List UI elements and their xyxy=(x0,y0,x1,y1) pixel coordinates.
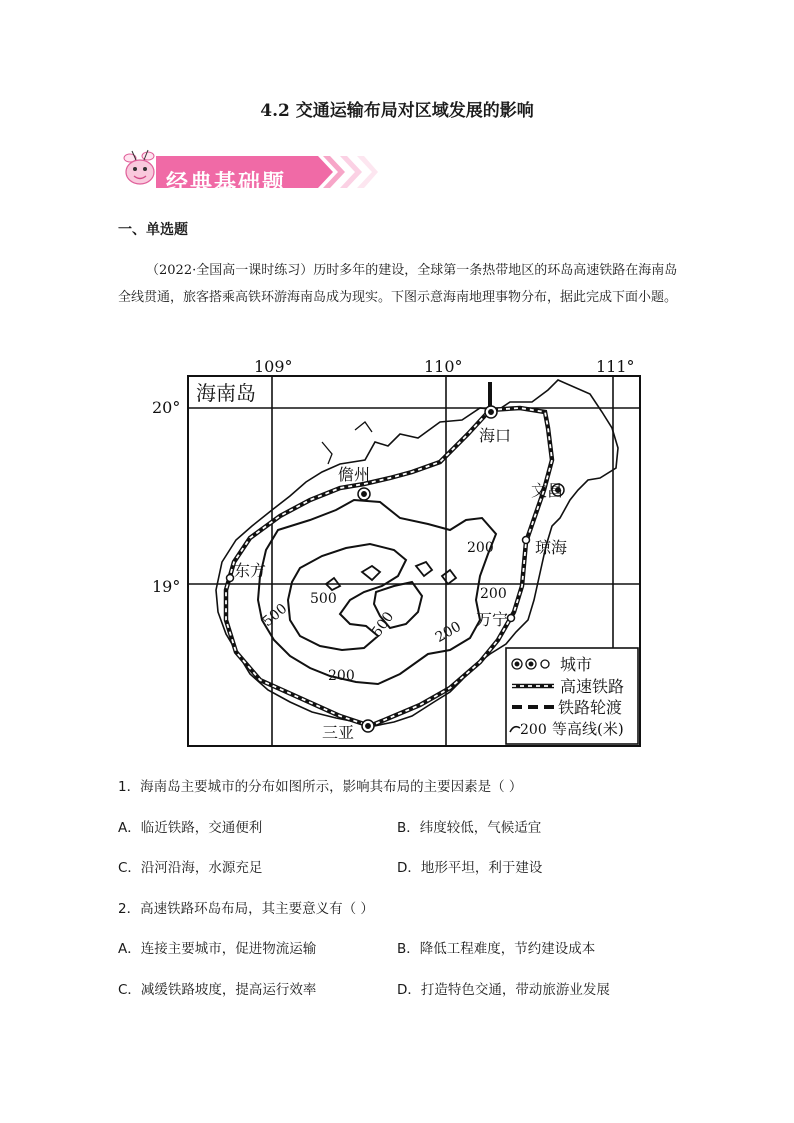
intro-paragraph: （2022·全国高一课时练习）历时多年的建设，全球第一条热带地区的环岛高速铁路在海南岛全线贯通，旅客搭乘高铁环游海南岛成为现实。下图示意海南地理事物分布，据此完成下面小题。 xyxy=(118,263,678,305)
contour-label: 200 xyxy=(480,586,507,602)
banner-label: 经典基础题 xyxy=(166,171,287,196)
option-d[interactable]: D．地形平坦，利于建设 xyxy=(397,860,543,876)
city-marker xyxy=(485,406,497,418)
map-legend xyxy=(506,648,638,744)
city-label: 儋州 xyxy=(338,465,371,484)
city-marker xyxy=(523,537,530,544)
lon-label: 111° xyxy=(596,357,635,376)
contour-label: 500 xyxy=(368,609,398,641)
city-label: 东方 xyxy=(234,561,267,580)
legend-contour-value: 200 xyxy=(520,722,547,738)
lat-label: 20° xyxy=(152,398,181,417)
contour-label: 200 xyxy=(328,668,355,684)
city-marker xyxy=(362,720,374,732)
option-b[interactable]: B．降低工程难度，节约建设成本 xyxy=(397,941,596,957)
city-marker xyxy=(508,615,515,622)
city-label: 万宁 xyxy=(476,610,509,629)
question-stem: 2．高速铁路环岛布局，其主要意义有（ ） xyxy=(118,901,374,917)
question-stem: 1．海南岛主要城市的分布如图所示，影响其布局的主要因素是（ ） xyxy=(118,779,523,795)
legend-contour-label: 等高线(米) xyxy=(552,720,624,738)
option-c[interactable]: C．减缓铁路坡度，提高运行效率 xyxy=(118,982,317,998)
legend-city-label: 城市 xyxy=(560,655,593,674)
contour-label: 500 xyxy=(259,600,291,631)
page-title: 4.2 交通运输布局对区域发展的影响 xyxy=(260,101,534,121)
lat-label: 19° xyxy=(152,577,181,596)
lon-label: 109° xyxy=(254,357,293,376)
contour-500 xyxy=(288,544,406,650)
city-label: 海口 xyxy=(479,426,512,445)
option-a[interactable]: A．连接主要城市，促进物流运输 xyxy=(118,941,317,957)
city-marker xyxy=(227,575,234,582)
option-b[interactable]: B．纬度较低，气候适宜 xyxy=(397,820,542,836)
section-heading: 一、单选题 xyxy=(118,222,188,238)
bee-mascot-icon xyxy=(124,150,154,184)
region-label: 海南岛 xyxy=(196,381,256,405)
lon-label: 110° xyxy=(424,357,463,376)
city-marker xyxy=(358,488,370,500)
legend-hsr-label: 高速铁路 xyxy=(560,677,625,696)
city-label: 三亚 xyxy=(322,723,355,742)
city-label: 琼海 xyxy=(535,538,568,557)
option-c[interactable]: C．沿河沿海，水源充足 xyxy=(118,860,263,876)
contour-label: 200 xyxy=(467,540,494,556)
legend-ferry-label: 铁路轮渡 xyxy=(558,698,623,717)
option-a[interactable]: A．临近铁路，交通便利 xyxy=(118,820,263,836)
city-label: 文昌 xyxy=(531,481,564,500)
contour-label: 200 xyxy=(432,618,464,646)
contour-label: 500 xyxy=(310,591,337,607)
option-d[interactable]: D．打造特色交通，带动旅游业发展 xyxy=(397,982,610,998)
legend-city-symbol-icon xyxy=(512,659,549,669)
hainan-map xyxy=(150,350,650,750)
